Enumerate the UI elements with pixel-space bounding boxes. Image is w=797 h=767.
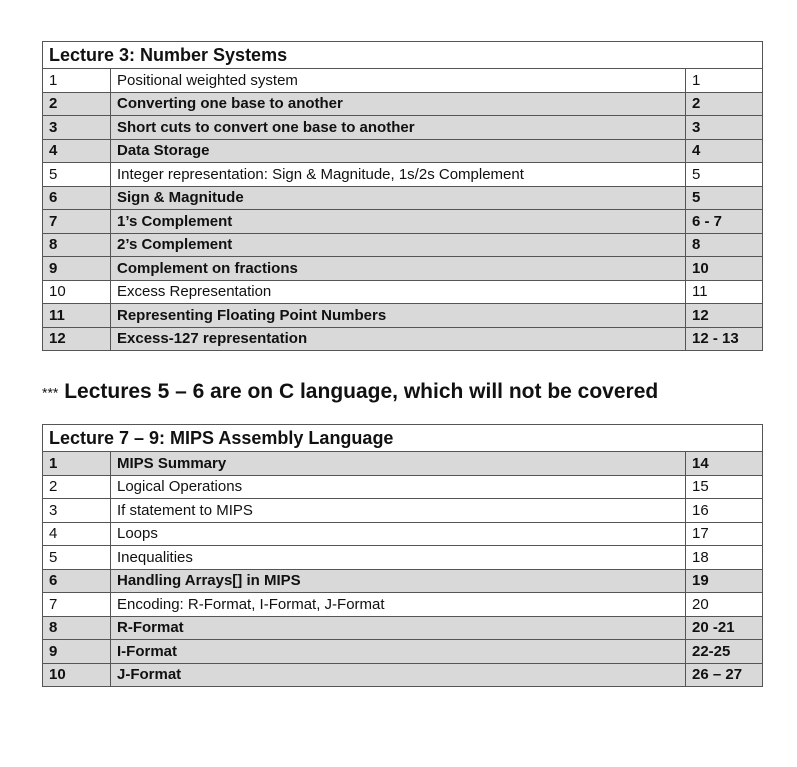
row-number: 6	[43, 186, 111, 210]
table-row	[43, 452, 763, 476]
row-page: 20 -21	[686, 616, 763, 640]
row-topic: If statement to MIPS	[111, 499, 686, 523]
table-row	[43, 186, 763, 210]
row-page: 8	[686, 233, 763, 257]
row-number: 4	[43, 139, 111, 163]
table-row	[43, 163, 763, 187]
row-topic: Short cuts to convert one base to another	[111, 116, 686, 140]
row-page: 19	[686, 569, 763, 593]
row-page: 5	[686, 186, 763, 210]
row-topic: MIPS Summary	[111, 452, 686, 476]
table-row	[43, 522, 763, 546]
lecture3-title: Lecture 3: Number Systems	[43, 42, 763, 69]
row-number: 5	[43, 546, 111, 570]
table-row	[43, 233, 763, 257]
row-topic: Logical Operations	[111, 475, 686, 499]
note-stars: ***	[42, 384, 59, 401]
lecture3-table	[42, 41, 763, 351]
table-row	[43, 116, 763, 140]
row-topic: 1’s Complement	[111, 210, 686, 234]
row-page: 12	[686, 304, 763, 328]
lecture7-body	[43, 452, 763, 687]
table-row	[43, 569, 763, 593]
row-topic: Representing Floating Point Numbers	[111, 304, 686, 328]
row-number: 2	[43, 92, 111, 116]
row-number: 8	[43, 233, 111, 257]
row-page: 26 – 27	[686, 663, 763, 687]
row-number: 4	[43, 522, 111, 546]
row-topic: R-Format	[111, 616, 686, 640]
row-page: 11	[686, 280, 763, 304]
table-row	[43, 257, 763, 281]
row-number: 8	[43, 616, 111, 640]
row-page: 6 - 7	[686, 210, 763, 234]
row-page: 3	[686, 116, 763, 140]
row-topic: 2’s Complement	[111, 233, 686, 257]
row-page: 22-25	[686, 640, 763, 664]
table-row	[43, 210, 763, 234]
table-row	[43, 304, 763, 328]
row-page: 1	[686, 69, 763, 93]
table-row	[43, 475, 763, 499]
row-number: 12	[43, 327, 111, 351]
row-page: 12 - 13	[686, 327, 763, 351]
row-topic: Inequalities	[111, 546, 686, 570]
lecture7-title: Lecture 7 – 9: MIPS Assembly Language	[43, 425, 763, 452]
row-topic: Integer representation: Sign & Magnitude, 1s/2s Complement	[111, 163, 686, 187]
row-topic: Complement on fractions	[111, 257, 686, 281]
row-topic: Data Storage	[111, 139, 686, 163]
table-row	[43, 499, 763, 523]
row-topic: Excess-127 representation	[111, 327, 686, 351]
table-row	[43, 663, 763, 687]
row-number: 11	[43, 304, 111, 328]
row-topic: J-Format	[111, 663, 686, 687]
lecture7-table	[42, 424, 763, 687]
row-number: 7	[43, 593, 111, 617]
row-number: 6	[43, 569, 111, 593]
coverage-note	[42, 380, 762, 404]
row-topic: Handling Arrays[] in MIPS	[111, 569, 686, 593]
row-topic: Encoding: R-Format, I-Format, J-Format	[111, 593, 686, 617]
lecture3-body	[43, 69, 763, 351]
row-topic: Converting one base to another	[111, 92, 686, 116]
row-number: 3	[43, 499, 111, 523]
row-number: 2	[43, 475, 111, 499]
row-page: 14	[686, 452, 763, 476]
row-topic: Sign & Magnitude	[111, 186, 686, 210]
row-number: 10	[43, 663, 111, 687]
table-row	[43, 280, 763, 304]
table-row	[43, 640, 763, 664]
row-number: 10	[43, 280, 111, 304]
row-number: 7	[43, 210, 111, 234]
note-text: Lectures 5 – 6 are on C language, which will not be covered	[64, 380, 659, 403]
table-row	[43, 327, 763, 351]
row-page: 20	[686, 593, 763, 617]
table-row	[43, 616, 763, 640]
row-number: 1	[43, 69, 111, 93]
row-topic: Excess Representation	[111, 280, 686, 304]
row-page: 15	[686, 475, 763, 499]
row-number: 1	[43, 452, 111, 476]
row-topic: I-Format	[111, 640, 686, 664]
row-page: 16	[686, 499, 763, 523]
row-page: 4	[686, 139, 763, 163]
row-number: 9	[43, 640, 111, 664]
table-row	[43, 139, 763, 163]
row-page: 17	[686, 522, 763, 546]
table-row	[43, 69, 763, 93]
row-number: 5	[43, 163, 111, 187]
table-row	[43, 92, 763, 116]
table-row	[43, 593, 763, 617]
row-page: 18	[686, 546, 763, 570]
row-number: 3	[43, 116, 111, 140]
row-topic: Loops	[111, 522, 686, 546]
table-row	[43, 546, 763, 570]
row-topic: Positional weighted system	[111, 69, 686, 93]
row-number: 9	[43, 257, 111, 281]
row-page: 10	[686, 257, 763, 281]
row-page: 5	[686, 163, 763, 187]
row-page: 2	[686, 92, 763, 116]
